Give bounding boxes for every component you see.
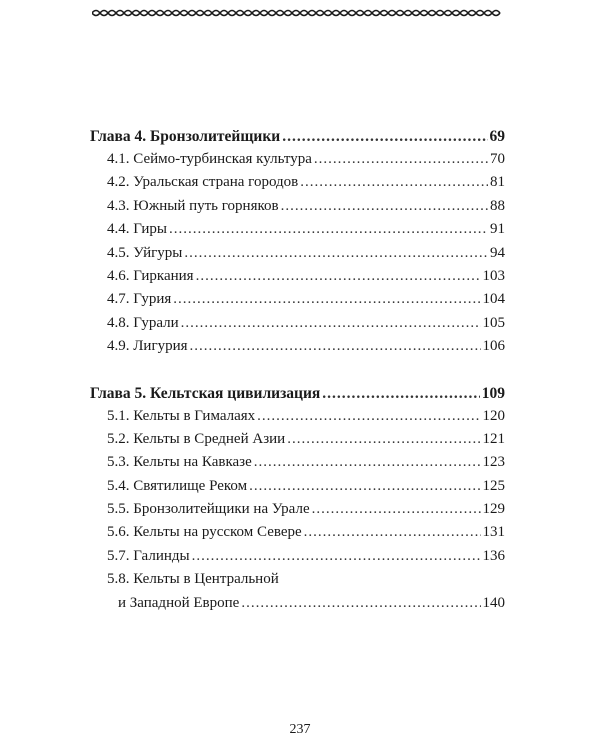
toc-entry-4-7[interactable] xyxy=(90,288,505,311)
dot-leader xyxy=(184,242,488,265)
entry-page-number: 125 xyxy=(482,477,505,494)
toc-entry-4-6[interactable] xyxy=(90,265,505,288)
toc-entry-4-1[interactable] xyxy=(90,148,505,171)
dot-leader xyxy=(314,148,488,171)
entry-title: 5.4. Святилище Реком xyxy=(107,477,248,494)
toc-entry-5-4[interactable] xyxy=(90,475,505,498)
toc-entry-4-9[interactable] xyxy=(90,335,505,358)
entry-title: 4.1. Сеймо-турбинская культура xyxy=(107,151,312,167)
chapter-page-number: 69 xyxy=(489,128,505,145)
entry-title-continuation: и Западной Европе xyxy=(118,594,240,611)
entry-page-number: 88 xyxy=(490,197,505,214)
entry-title: 4.8. Гурали xyxy=(107,314,179,331)
toc-entry-4-4[interactable] xyxy=(90,218,505,241)
section-spacer xyxy=(90,359,505,383)
entry-page-number: 140 xyxy=(482,594,505,611)
toc-entry-5-3[interactable] xyxy=(90,451,505,474)
toc-entry-5-2[interactable] xyxy=(90,428,505,451)
dot-leader xyxy=(282,126,487,148)
toc-entry-5-6[interactable] xyxy=(90,521,505,544)
chapter-title: Глава 5. Кельтская цивилизация xyxy=(90,384,321,402)
decorative-border-ornament xyxy=(92,8,502,18)
dot-leader xyxy=(322,383,479,405)
toc-chapter-4[interactable] xyxy=(90,126,505,148)
dot-leader xyxy=(281,195,488,218)
dot-leader xyxy=(257,405,480,428)
toc-chapter-5[interactable] xyxy=(90,383,505,405)
entry-title: 4.6. Гиркания xyxy=(107,267,194,284)
entry-page-number: 121 xyxy=(482,430,505,447)
toc-entry-5-5[interactable] xyxy=(90,498,505,521)
entry-page-number: 70 xyxy=(490,151,505,167)
entry-title: 5.6. Кельты на русском Севере xyxy=(107,524,302,541)
toc-entry-4-5[interactable] xyxy=(90,242,505,265)
entry-page-number: 120 xyxy=(482,407,505,424)
entry-title: 4.4. Гиры xyxy=(107,221,167,238)
dot-leader xyxy=(192,545,481,568)
entry-title: 4.3. Южный путь горняков xyxy=(107,197,279,214)
entry-page-number: 104 xyxy=(482,291,505,308)
entry-page-number: 94 xyxy=(490,244,505,261)
toc-entry-4-2[interactable] xyxy=(90,171,505,194)
page-number: 237 xyxy=(289,722,311,737)
toc-entry-4-3[interactable] xyxy=(90,195,505,218)
entry-title: 5.7. Галинды xyxy=(107,547,190,564)
entry-title: 5.3. Кельты на Кавказе xyxy=(107,454,252,471)
entry-page-number: 103 xyxy=(482,267,505,284)
dot-leader xyxy=(181,312,481,335)
dot-leader xyxy=(300,171,488,194)
entry-title: 5.5. Бронзолитейщики на Урале xyxy=(107,501,310,518)
entry-page-number: 81 xyxy=(490,174,505,191)
table-of-contents xyxy=(90,126,505,615)
entry-title: 4.2. Уральская страна городов xyxy=(107,174,299,191)
entry-title: 4.9. Лигурия xyxy=(107,338,188,355)
dot-leader xyxy=(241,592,480,615)
entry-page-number: 129 xyxy=(482,501,505,518)
toc-entry-5-1[interactable] xyxy=(90,405,505,428)
dot-leader xyxy=(196,265,481,288)
dot-leader xyxy=(312,498,481,521)
toc-entry-5-7[interactable] xyxy=(90,545,505,568)
toc-entry-5-8[interactable] xyxy=(90,568,505,615)
entry-title: 5.8. Кельты в Центральной xyxy=(107,571,279,588)
entry-title: 5.2. Кельты в Средней Азии xyxy=(107,430,286,447)
toc-entry-4-8[interactable] xyxy=(90,312,505,335)
entry-title: 5.1. Кельты в Гималаях xyxy=(107,407,256,424)
dot-leader xyxy=(190,335,481,358)
dot-leader xyxy=(304,521,481,544)
chapter-title: Глава 4. Бронзолитейщики xyxy=(90,128,281,145)
entry-title: 4.7. Гурия xyxy=(107,291,172,308)
entry-title: 4.5. Уйгуры xyxy=(107,244,183,261)
dot-leader xyxy=(249,475,480,498)
dot-leader xyxy=(173,288,480,311)
dot-leader xyxy=(254,451,481,474)
entry-page-number: 106 xyxy=(482,338,505,355)
entry-page-number: 123 xyxy=(482,454,505,471)
chapter-page-number: 109 xyxy=(481,384,505,402)
entry-page-number: 91 xyxy=(490,221,505,238)
entry-title-continuation-row xyxy=(107,592,505,615)
entry-page-number: 136 xyxy=(482,547,505,564)
entry-page-number: 131 xyxy=(482,524,505,541)
dot-leader xyxy=(169,218,488,241)
entry-page-number: 105 xyxy=(482,314,505,331)
dot-leader xyxy=(287,428,480,451)
